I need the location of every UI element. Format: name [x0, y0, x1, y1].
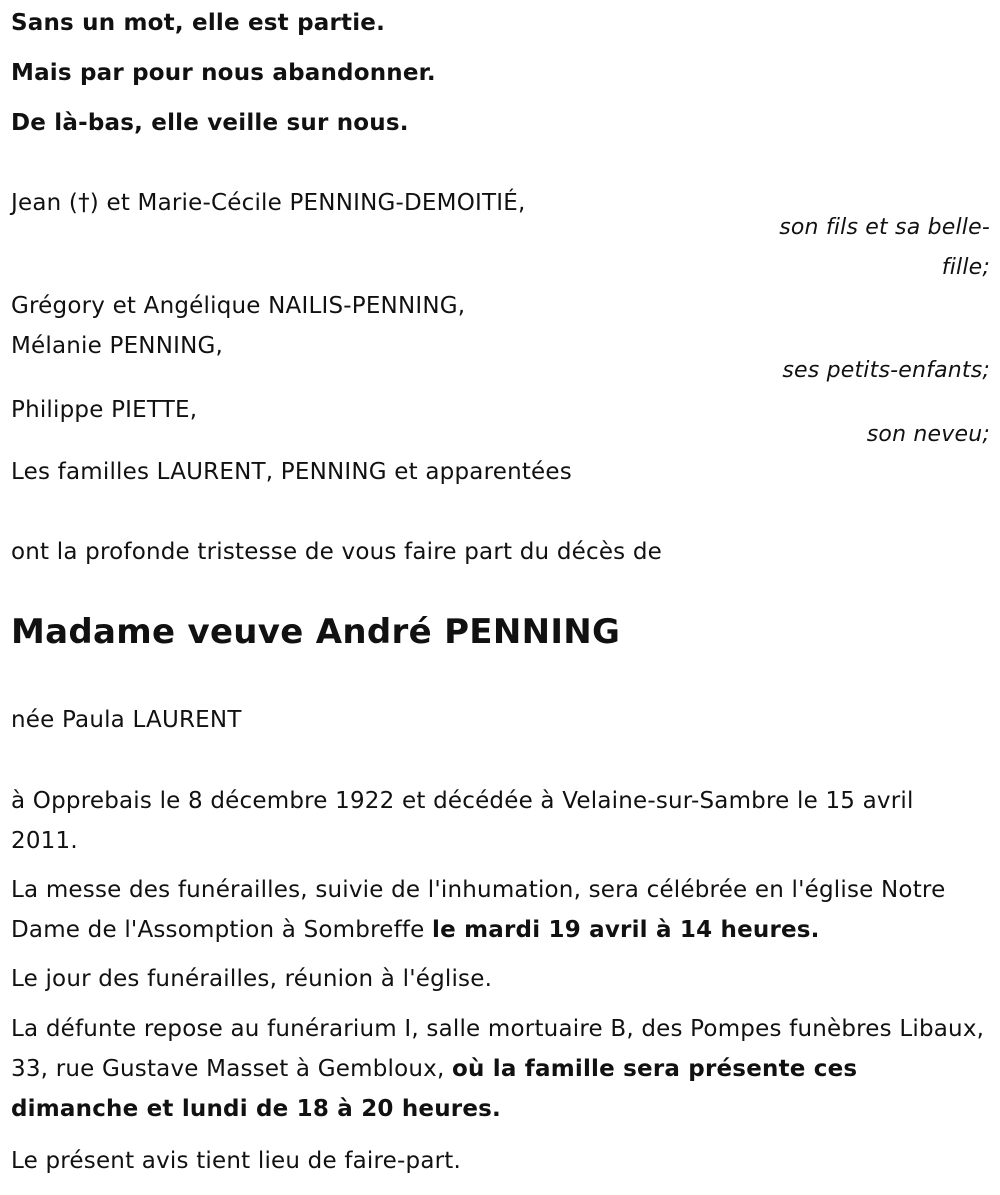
family-grandchild-2: Mélanie PENNING,: [11, 333, 224, 359]
funeral-mass-time: le mardi 19 avril à 14 heures.: [432, 917, 820, 943]
poem-line-1: Sans un mot, elle est partie.: [11, 10, 386, 36]
deceased-name: Madame veuve André PENNING: [11, 612, 621, 652]
funeral-mass-paragraph: [11, 870, 986, 950]
family-son: Jean (†) et Marie-Cécile PENNING-DEMOITIÉ,: [11, 190, 526, 216]
grandchildren-relation: ses petits-enfants;: [782, 358, 990, 383]
funeral-mass-text: La messe des funérailles, suivie de l'inhumation, sera célébrée en l'église Notre Dame de l'Assomption à Sombreffe: [11, 877, 946, 943]
son-relation-line-1: son fils et sa belle-: [779, 215, 990, 240]
poem-line-3: De là-bas, elle veille sur nous.: [11, 110, 409, 136]
poem-line-2: Mais par pour nous abandonner.: [11, 60, 436, 86]
maiden-name: née Paula LAURENT: [11, 707, 242, 733]
son-relation-line-2: fille;: [941, 255, 990, 280]
repose-text: La défunte repose au funérarium I, salle mortuaire B, des Pompes funèbres Libaux, 33, rue Gustave Masset à Gembloux,: [11, 1016, 985, 1082]
nephew-relation: son neveu;: [866, 422, 990, 447]
birth-death-paragraph: à Opprebais le 8 décembre 1922 et décédée à Velaine-sur-Sambre le 15 avril 2011.: [11, 788, 914, 854]
meeting-paragraph: Le jour des funérailles, réunion à l'église.: [11, 966, 493, 992]
family-grandchild-1: Grégory et Angélique NAILIS-PENNING,: [11, 293, 466, 319]
repose-visit-hours: où la famille sera présente ces dimanche et lundi de 18 à 20 heures.: [11, 1056, 858, 1122]
announcement-text: ont la profonde tristesse de vous faire part du décès de: [11, 539, 663, 565]
family-others: Les familles LAURENT, PENNING et apparentées: [11, 459, 572, 485]
repose-paragraph: [11, 1009, 986, 1129]
closing-paragraph: Le présent avis tient lieu de faire-part.: [11, 1148, 462, 1174]
family-nephew: Philippe PIETTE,: [11, 397, 198, 423]
